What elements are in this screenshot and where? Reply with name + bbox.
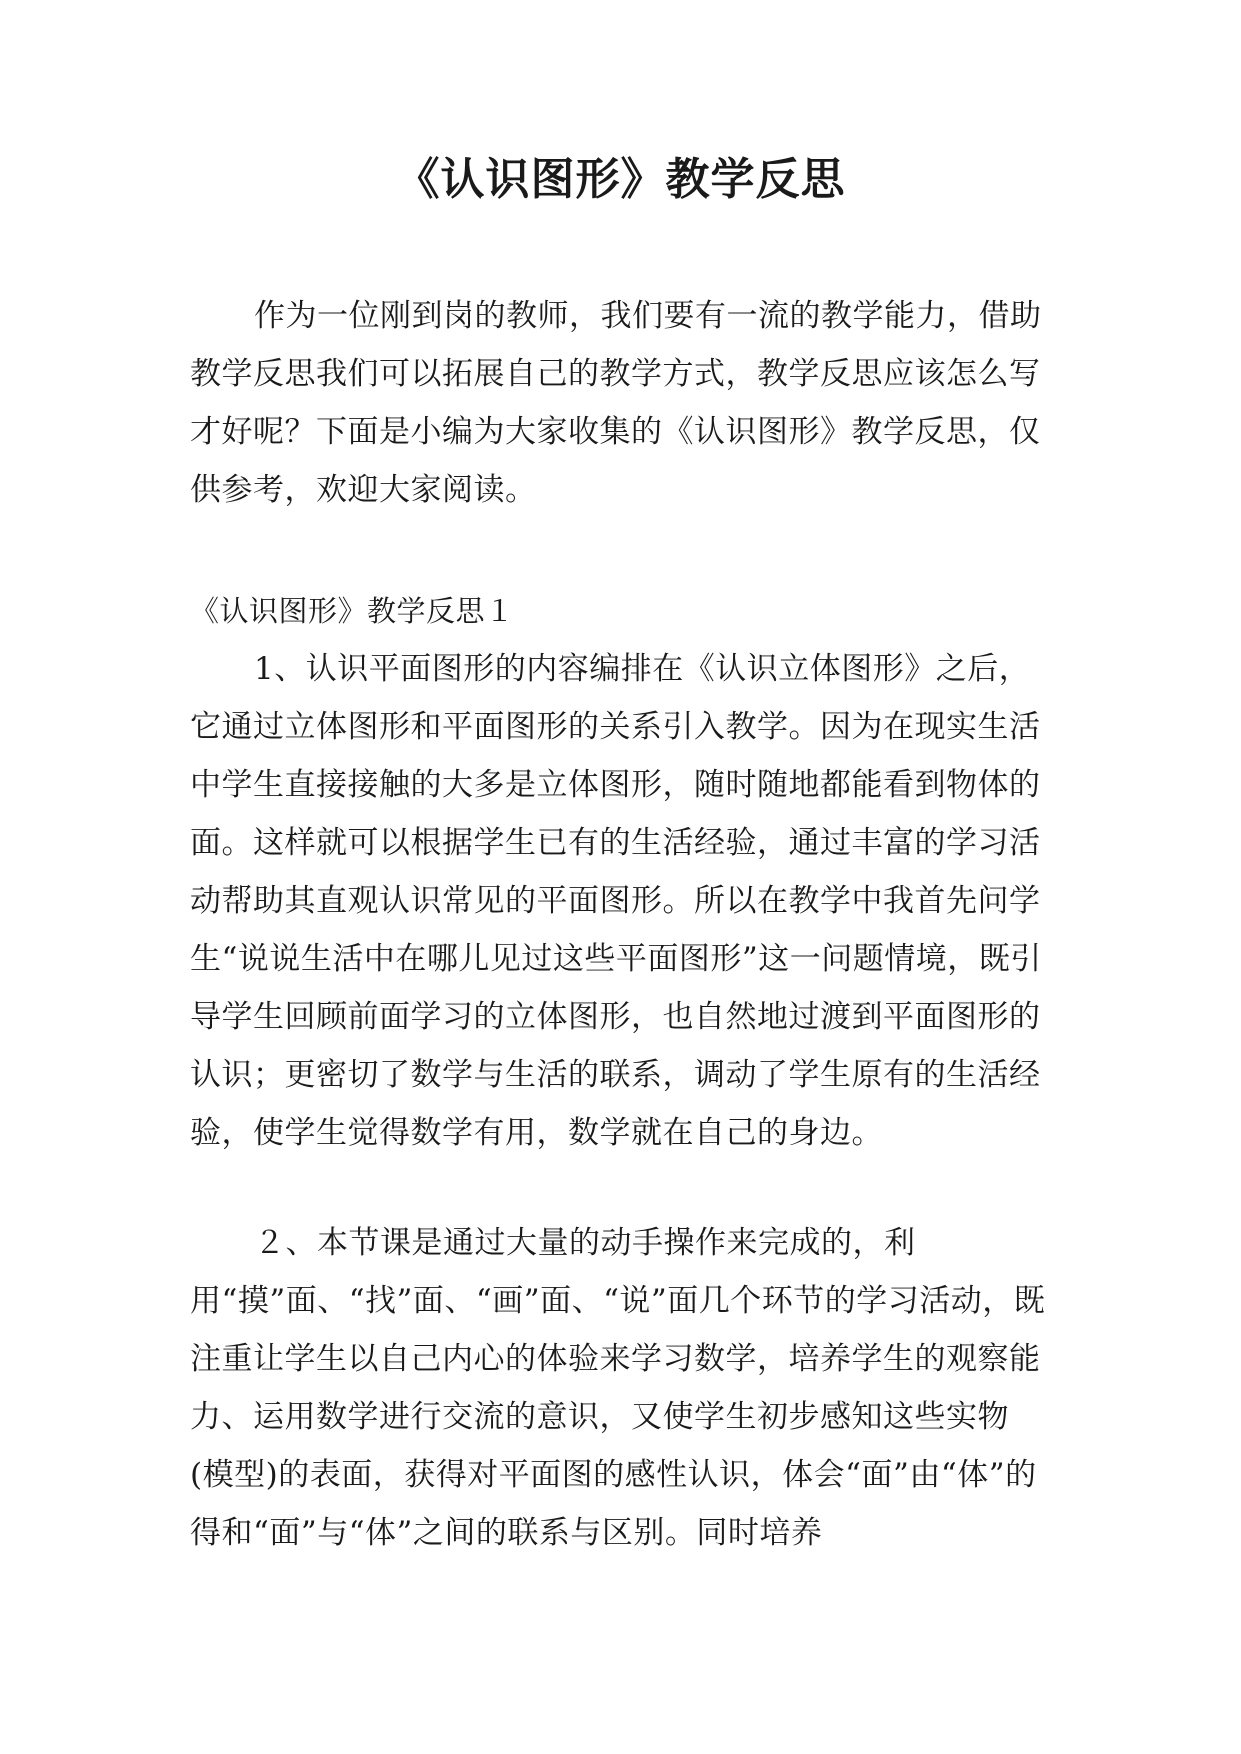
body-paragraph: 1、认识平面图形的内容编排在《认识立体图形》之后，它通过立体图形和平面图形的关系引入教学。因为在现实生活中学生直接接触的大多是立体图形，随时随地都能看到物体的面。这样就可以根据学生已有的生活经验，通过丰富的学习活动帮助其直观认识常见的平面图形。所以在教学中我首先问学生“说说生活中在哪儿见过这些平面图形”这一问题情境，既引导学生回顾前面学习的立体图形，也自然地过渡到平面图形的认识；更密切了数学与生活的联系，调动了学生原有的生活经验，使学生觉得数学有用，数学就在自己的身边。 — [190, 651, 1042, 1151]
body-paragraph: ２、本节课是通过大量的动手操作来完成的，利用“摸”面、“找”面、“画”面、“说”面几个环节的学习活动，既注重让学生以自己内心的体验来学习数学，培养学生的观察能力、运用数学进行交流的意识，又使学生初步感知这些实物(模型)的表面，获得对平面图的感性认识，体会“面”由“体”的得和“面”与“体”之间的联系与区别。同时培养 — [190, 1225, 1046, 1551]
document-title: 《认识图形》教学反思 — [395, 154, 846, 205]
section-heading: 《认识图形》教学反思１ — [190, 594, 515, 628]
intro-paragraph: 作为一位刚到岗的教师，我们要有一流的教学能力，借助教学反思我们可以拓展自己的教学方式，教学反思应该怎么写才好呢？下面是小编为大家收集的《认识图形》教学反思，仅供参考，欢迎大家阅读。 — [190, 298, 1042, 508]
